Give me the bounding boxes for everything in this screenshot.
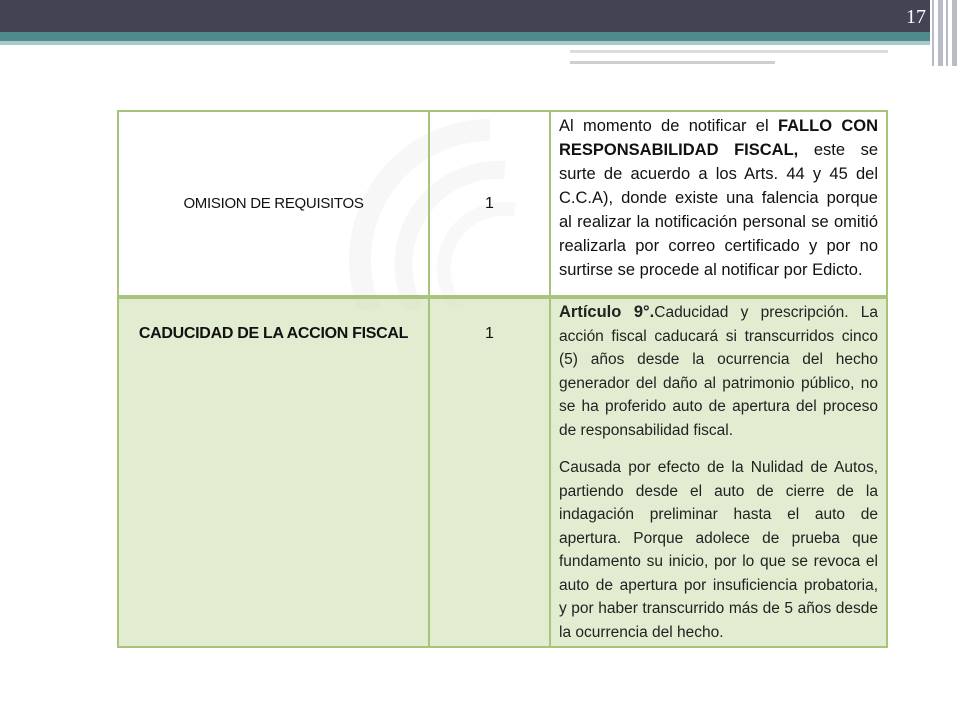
description-paragraph: Causada por efecto de la Nulidad de Autos, partiendo desde el auto de cierre de la indagación preliminar hasta el auto de apertura. Porque adolece de prueba que fundamento su inicio, por lo que se revoca el auto de apertura por insuficiencia probatoria, y por haber transcurrido más de 5 años desde la ocurrencia del hecho. bbox=[559, 459, 878, 641]
description-paragraph bbox=[559, 301, 878, 442]
header-accent-band bbox=[0, 32, 960, 41]
findings-table bbox=[117, 110, 888, 648]
corner-line bbox=[932, 0, 934, 66]
category-cell: OMISION DE REQUISITOS bbox=[118, 111, 429, 297]
header-accent-band-light bbox=[0, 41, 960, 45]
category-cell: CADUCIDAD DE LA ACCION FISCAL bbox=[118, 297, 429, 647]
table-row bbox=[118, 297, 887, 647]
description-text: Al momento de notificar el bbox=[559, 117, 778, 135]
count-cell: 1 bbox=[429, 111, 550, 297]
description-emphasis: FALLO CON RESPONSABILIDAD FISCAL, bbox=[559, 117, 879, 159]
header-rule-short bbox=[570, 61, 775, 64]
article-reference: Artículo 9°. bbox=[559, 303, 655, 321]
corner-line bbox=[938, 0, 943, 66]
table-row bbox=[118, 111, 887, 297]
corner-line bbox=[946, 0, 948, 66]
description-cell bbox=[550, 111, 887, 297]
header-corner-block bbox=[930, 0, 960, 66]
corner-line bbox=[952, 0, 957, 66]
count-cell: 1 bbox=[429, 297, 550, 647]
slide-number: 17 bbox=[906, 6, 926, 28]
header-bar bbox=[0, 0, 960, 32]
description-cell bbox=[550, 297, 887, 647]
description-text: este se surte de acuerdo a los Arts. 44 y 45 del C.C.A), donde existe una falencia porque al realizar la notificación personal se omitió realizarla por correo certificado y por no surtirse se procede al notificar por Edicto. bbox=[559, 141, 878, 279]
header-rule-long bbox=[570, 50, 888, 53]
description-text: Caducidad y prescripción. La acción fiscal caducará si transcurridos cinco (5) años desde la ocurrencia del hecho generador del daño al patrimonio público, no se ha proferido auto de apertura del proceso de responsabilidad fiscal. bbox=[559, 304, 879, 439]
